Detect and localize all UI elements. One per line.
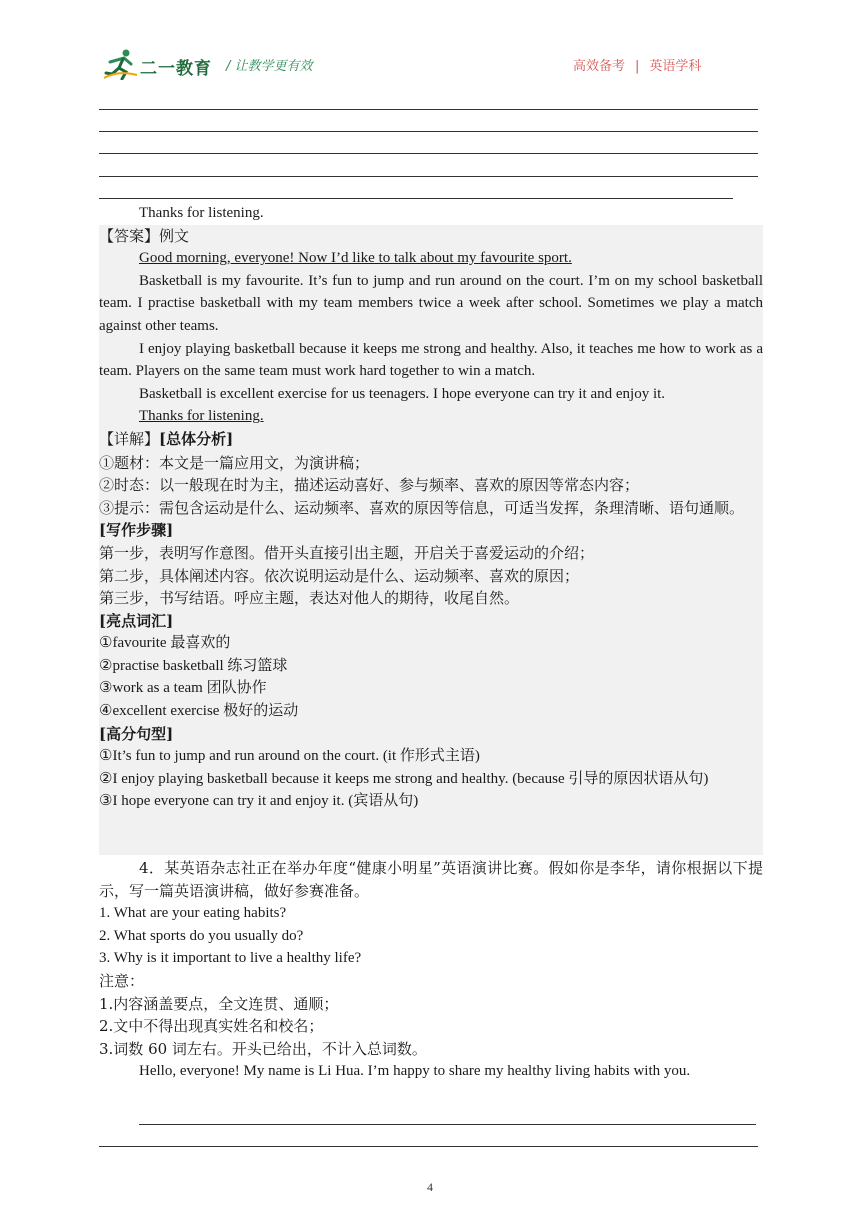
blank-line	[99, 131, 758, 132]
answer-paragraph-5: Thanks for listening.	[139, 408, 264, 425]
answer-paragraph-4: Basketball is excellent exercise for us teenagers. I hope everyone can try it and enjoy it.	[139, 385, 666, 402]
prompt-item: 3. Why is it important to live a healthy life?	[99, 950, 362, 967]
sentence-item: ②I enjoy playing basketball because it keeps me strong and healthy. (because 引导的原因状语从句)	[99, 770, 709, 787]
vocab-item: ①favourite 最喜欢的	[99, 635, 231, 652]
prompt-item: 2. What sports do you usually do?	[99, 927, 304, 944]
answer-section	[99, 202, 763, 813]
note-item: 2.文中不得出现真实姓名和校名；	[99, 1017, 324, 1036]
page-header	[0, 0, 860, 90]
answer-paragraph-3: I enjoy playing basketball because it keeps me strong and healthy. Also, it teaches me how to work as a team. Players on the same team must work hard together to win a match.	[99, 340, 763, 380]
step-item: 第三步，书写结语。呼应主题，表达对他人的期待，收尾自然。	[99, 589, 520, 608]
blank-line	[99, 153, 758, 154]
blank-line	[99, 176, 758, 177]
answer-paragraph-1: Good morning, everyone! Now I’d like to talk about my favourite sport.	[139, 250, 572, 267]
section-heading-steps: [写作步骤]	[99, 521, 174, 540]
detail-item: ①题材：本文是一篇应用文，为演讲稿；	[99, 453, 370, 472]
question-4	[99, 857, 763, 1083]
tagline-left: 高效备考	[573, 59, 626, 74]
sentence-item: ③I hope everyone can try it and enjoy it. (宾语从句)	[99, 793, 419, 810]
vocab-item: ③work as a team 团队协作	[99, 680, 267, 697]
section-heading-vocab: [亮点词汇]	[99, 611, 174, 630]
header-tagline	[573, 55, 701, 74]
step-item: 第一步，表明写作意图。借开头直接引出主题，开启关于喜爱运动的介绍；	[99, 543, 595, 562]
blank-line	[99, 198, 733, 199]
vocab-item: ④excellent exercise 极好的运动	[99, 703, 299, 720]
page-number: 4	[427, 1180, 433, 1194]
detail-item: ②时态：以一般现在时为主，描述运动喜好、参与频率、喜欢的原因等常态内容；	[99, 476, 640, 495]
tagline-separator: |	[635, 59, 640, 74]
essay-opening: Hello, everyone! My name is Li Hua. I’m happy to share my healthy living habits with you.	[139, 1063, 691, 1080]
sentence-item: ①It’s fun to jump and run around on the court. (it 作形式主语)	[99, 748, 480, 765]
answer-label: 【答案】例文	[99, 226, 190, 245]
answer-paragraph-2: Basketball is my favourite. It’s fun to jump and run around on the court. I’m on my school basketball team. I practise basketball with my team members twice a week after school. Sometimes we play a match against other teams.	[99, 272, 763, 334]
vocab-item: ②practise basketball 练习篮球	[99, 657, 288, 674]
detail-heading: 【详解】[总体分析]	[99, 429, 234, 448]
question-intro: 4．某英语杂志社正在举办年度“健康小明星”英语演讲比赛。假如你是李华，请你根据以下提示，写一篇英语演讲稿，做好参赛准备。	[99, 859, 763, 900]
note-label: 注意：	[99, 971, 145, 990]
tagline-right: 英语学科	[649, 59, 702, 74]
note-item: 3.词数 60 词左右。开头已给出，不计入总词数。	[99, 1039, 427, 1058]
closing-text: Thanks for listening.	[139, 205, 264, 221]
detail-item: ③提示：需包含运动是什么、运动频率、喜欢的原因等信息，可适当发挥，条理清晰、语句通顺。	[99, 498, 745, 517]
logo	[104, 48, 214, 82]
blank-line	[99, 1146, 758, 1147]
slogan: / 让教学更有效	[226, 59, 313, 74]
running-figure-icon	[104, 48, 138, 80]
section-heading-sentences: [高分句型]	[99, 724, 174, 743]
blank-line	[99, 109, 758, 110]
note-item: 1.内容涵盖要点，全文连贯、通顺；	[99, 994, 339, 1013]
blank-line	[139, 1124, 756, 1125]
step-item: 第二步，具体阐述内容。依次说明运动是什么、运动频率、喜欢的原因；	[99, 566, 580, 585]
logo-text: 二一教育	[140, 59, 212, 79]
prompt-item: 1. What are your eating habits?	[99, 905, 287, 922]
